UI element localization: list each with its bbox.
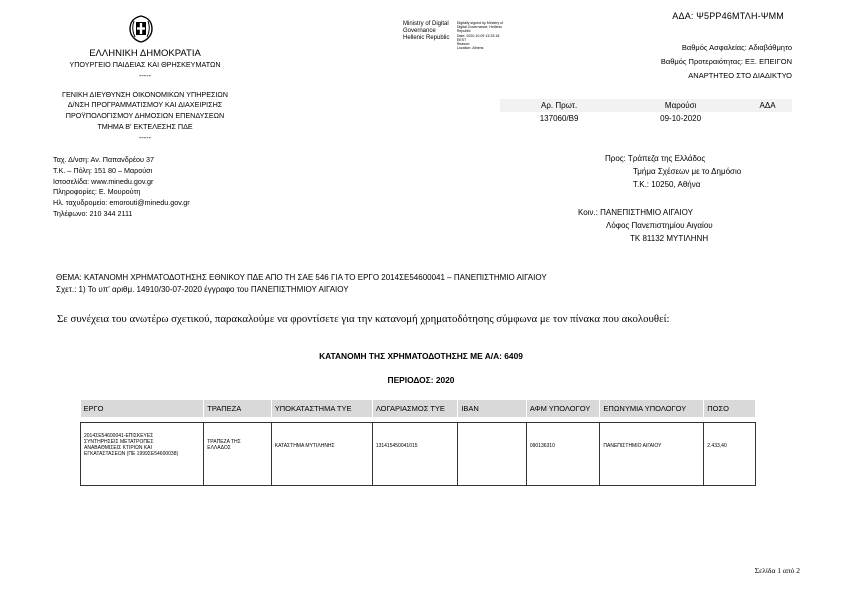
table-row bbox=[81, 423, 756, 486]
security-classification: Βαθμός Ασφαλείας: Αδιαβάθμητο bbox=[681, 43, 792, 52]
col-header-project: ΕΡΓΟ bbox=[81, 400, 204, 417]
allocation-table bbox=[80, 400, 756, 486]
recipient-to: Προς: Τράπεζα της Ελλάδος bbox=[605, 154, 706, 163]
ref-header-ada: ΑΔΑ bbox=[743, 99, 792, 112]
cell-branch: ΚΑΤΑΣΤΗΜΑ ΜΥΤΙΛΗΝΗΣ bbox=[271, 423, 372, 486]
contact-block bbox=[53, 155, 190, 220]
recipient-department: Τμήμα Σχέσεων με το Δημόσιο bbox=[633, 167, 742, 176]
subject-line: ΘΕΜΑ: ΚΑΤΑΝΟΜΗ ΧΡΗΜΑΤΟΔΟΤΗΣΗΣ ΕΘΝΙΚΟΥ ΠΔΕ ΑΠΟ ΤΗ ΣΑΕ 546 ΓΙΑ ΤΟ ΕΡΓΟ 2014ΣΕ54600041 – ΠΑΝΕΠΙΣΤΗΜΙΟ ΑΙΓΑΙΟΥ bbox=[56, 273, 547, 282]
digital-signature bbox=[403, 21, 503, 50]
allocation-period: ΠΕΡΙΟΔΟΣ: 2020 bbox=[387, 375, 455, 385]
cell-amount: 2.433,40 bbox=[704, 423, 756, 486]
cc-postal: ΤΚ 81132 ΜΥΤΙΛΗΝΗ bbox=[630, 234, 709, 243]
contact-website: Ιστοσελίδα: www.minedu.gov.gr bbox=[53, 176, 154, 186]
col-header-branch: ΥΠΟΚΑΤΑΣΤΗΜΑ ΤΥΕ bbox=[271, 400, 372, 417]
reference-table bbox=[500, 99, 792, 125]
allocation-title: ΚΑΤΑΝΟΜΗ ΤΗΣ ΧΡΗΜΑΤΟΔΟΤΗΣΗΣ ΜΕ Α/Α: 6409 bbox=[319, 351, 523, 361]
col-header-afm: ΑΦΜ ΥΠΟΛΟΓΟΥ bbox=[526, 400, 600, 417]
cell-account: 131415450041015 bbox=[372, 423, 458, 486]
col-header-amount: ΠΟΣΟ bbox=[704, 400, 756, 417]
separator: ----- bbox=[139, 70, 151, 80]
directorate-line: ΠΡΟΫΠΟΛΟΓΙΣΜΟΥ ΔΗΜΟΣΙΩΝ ΕΠΕΝΔΥΣΕΩΝ bbox=[65, 111, 225, 121]
col-header-account: ΛΟΓΑΡΙΑΣΜΟΣ ΤΥΕ bbox=[372, 400, 458, 417]
cell-project: 2014ΣΕ54600041-ΕΠΙΣΚΕΥΕΣ ΣΥΝΤΗΡΗΣΕΙΣ ΜΕΤΑΤΡΟΠΕΣ ΑΝΑΒΑΘΜΙΣΕΙΣ ΚΤΙΡΙΩΝ ΚΑΙ ΕΓΚΑΤΑΣΤΑΣΕΩΝ (ΠΕ 1999ΣΕ54600038) bbox=[81, 423, 204, 486]
priority-level: Βαθμός Προτεραιότητας: ΕΞ. ΕΠΕΙΓΟΝ bbox=[660, 57, 792, 66]
state-name: ΕΛΛΗΝΙΚΗ ΔΗΜΟΚΡΑΤΙΑ bbox=[89, 48, 201, 59]
signature-details: Digitally signed by Ministry of Digital Governance, Hellenic Republic Date: 2020.10.09 13:33:18 EEST Reason: Location: Athens bbox=[456, 21, 504, 51]
page-number: Σελίδα 1 από 2 bbox=[754, 566, 800, 575]
cell-bank: ΤΡΑΠΕΖΑ ΤΗΣ ΕΛΛΑΔΟΣ bbox=[204, 423, 272, 486]
related-docs: Σχετ.: 1) Το υπ' αριθμ. 14910/30-07-2020 έγγραφο του ΠΑΝΕΠΙΣΤΗΜΙΟΥ ΑΙΓΑΙΟΥ bbox=[56, 285, 349, 294]
posting-note: ΑΝΑΡΤΗΤΕΟ ΣΤΟ ΔΙΑΔΙΚΤΥΟ bbox=[688, 71, 792, 80]
security-block bbox=[661, 41, 792, 83]
cell-afm: 090136310 bbox=[526, 423, 600, 486]
recipient-block bbox=[600, 152, 741, 191]
ref-date: 09-10-2020 bbox=[660, 114, 702, 123]
recipient-postal: Τ.Κ.: 10250, Αθήνα bbox=[633, 180, 701, 189]
signature-org: Ministry of Digital Governance Hellenic Republic bbox=[403, 21, 450, 41]
ref-header-place: Μαρούσι bbox=[618, 99, 743, 112]
ref-ada-value bbox=[743, 112, 792, 125]
body-paragraph: Σε συνέχεια του ανωτέρω σχετικού, παρακαλούμε να φροντίσετε για την κατανομή χρηματοδότησης σύμφωνα με τον πίνακα που ακολουθεί: bbox=[57, 313, 670, 325]
separator: ----- bbox=[139, 132, 151, 142]
directorate-line: ΤΜΗΜΑ Β' ΕΚΤΕΛΕΣΗΣ ΠΔΕ bbox=[97, 121, 193, 131]
col-header-holder-name: ΕΠΩΝΥΜΙΑ ΥΠΟΛΟΓΟΥ bbox=[600, 400, 704, 417]
directorate-line: Δ/ΝΣΗ ΠΡΟΓΡΑΜΜΑΤΙΣΜΟΥ ΚΑΙ ΔΙΑΧΕΙΡΙΣΗΣ bbox=[67, 100, 223, 110]
contact-email: Ηλ. ταχυδρομείο: emorouti@minedu.gov.gr bbox=[53, 198, 190, 208]
cc-recipient: Κοιν.: ΠΑΝΕΠΙΣΤΗΜΙΟ ΑΙΓΑΙΟΥ bbox=[578, 208, 693, 217]
col-header-bank: ΤΡΑΠΕΖΑ bbox=[204, 400, 272, 417]
ministry-name: ΥΠΟΥΡΓΕΙΟ ΠΑΙΔΕΙΑΣ ΚΑΙ ΘΡΗΣΚΕΥΜΑΤΩΝ bbox=[69, 60, 221, 69]
directorate-line: ΓΕΝΙΚΗ ΔΙΕΥΘΥΝΣΗ ΟΙΚΟΝΟΜΙΚΩΝ ΥΠΗΡΕΣΙΩΝ bbox=[62, 89, 228, 99]
contact-info-person: Πληροφορίες: Ε. Μουρούτη bbox=[53, 187, 141, 197]
contact-postal: Τ.Κ. – Πόλη: 151 80 – Μαρούσι bbox=[53, 165, 153, 175]
ref-protocol-number: 137060/Β9 bbox=[539, 114, 579, 123]
cc-block bbox=[578, 206, 713, 245]
hellenic-emblem-icon bbox=[128, 15, 154, 43]
cc-address: Λόφος Πανεπιστημίου Αιγαίου bbox=[606, 221, 713, 230]
cell-iban bbox=[458, 423, 527, 486]
ada-header: ΑΔΑ: Ψ5ΡΡ46ΜΤΛΗ-ΨΜΜ bbox=[672, 11, 784, 21]
contact-address: Ταχ. Δ/νση: Αν. Παπανδρέου 37 bbox=[53, 155, 154, 164]
col-header-iban: IBAN bbox=[458, 400, 527, 417]
cell-holder-name: ΠΑΝΕΠΙΣΤΗΜΙΟ ΑΙΓΑΙΟΥ bbox=[600, 423, 704, 486]
subject-block bbox=[56, 272, 547, 296]
contact-phone: Τηλέφωνο: 210 344 2111 bbox=[53, 208, 133, 218]
ref-header-protocol: Αρ. Πρωτ. bbox=[500, 99, 618, 112]
